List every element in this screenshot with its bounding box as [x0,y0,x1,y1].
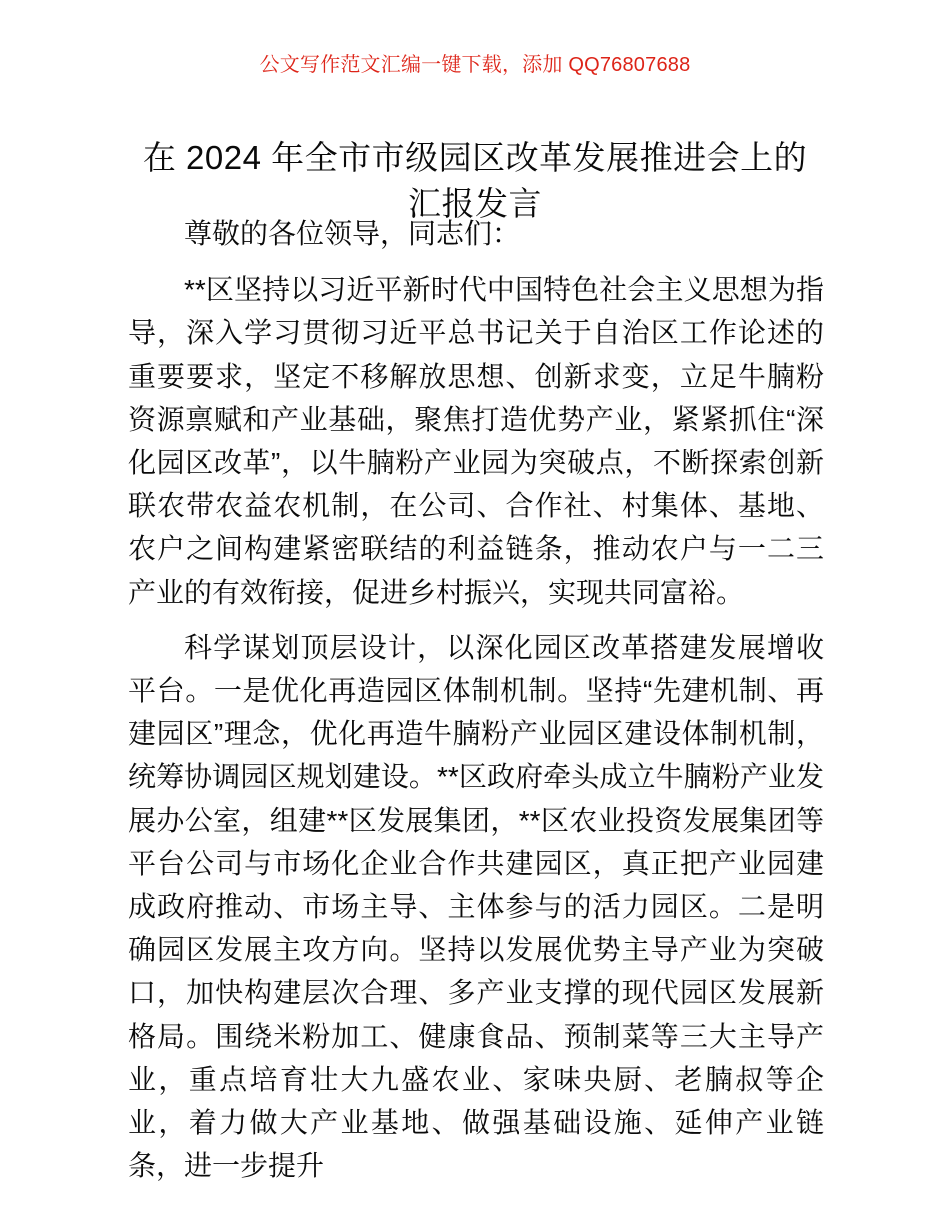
promo-header-watermark: 公文写作范文汇编一键下载，添加 QQ76807688 [259,54,691,76]
salutation-line: 尊敬的各位领导，同志们： [184,218,521,249]
document-title: 在 2024 年全市市级园区改革发展推进会上的汇报发言 [142,139,808,223]
body-paragraph-1: **区坚持以习近平新时代中国特色社会主义思想为指导，深入学习贯彻习近平总书记关于自治区工作论述的重要要求，坚定不移解放思想、创新求变，立足牛腩粉资源禀赋和产业基础，聚焦打造优势产业，紧紧抓住“深化园区改革”，以牛腩粉产业园为突破点，不断探索创新联农带农益农机制，在公司、合作社、村集体、基地、农户之间构建紧密联结的利益链条，推动农户与一二三产业的有效衔接，促进乡村振兴，实现共同富裕。 [128,274,824,608]
body-paragraph-2: 科学谋划顶层设计，以深化园区改革搭建发展增收平台。一是优化再造园区体制机制。坚持“先建机制、再建园区”理念，优化再造牛腩粉产业园区建设体制机制，统筹协调园区规划建设。**区政府牵头成立牛腩粉产业发展办公室，组建**区发展集团，**区农业投资发展集团等平台公司与市场化企业合作共建园区，真正把产业园建成政府推动、市场主导、主体参与的活力园区。二是明确园区发展主攻方向。坚持以发展优势主导产业为突破口，加快构建层次合理、多产业支撑的现代园区发展新格局。围绕米粉加工、健康食品、预制菜等三大主导产业，重点培育壮大九盛农业、家味央厨、老腩叔等企业，着力做大产业基地、做强基础设施、延伸产业链条，进一步提升 [128,631,824,1182]
document-body [128,212,824,1187]
